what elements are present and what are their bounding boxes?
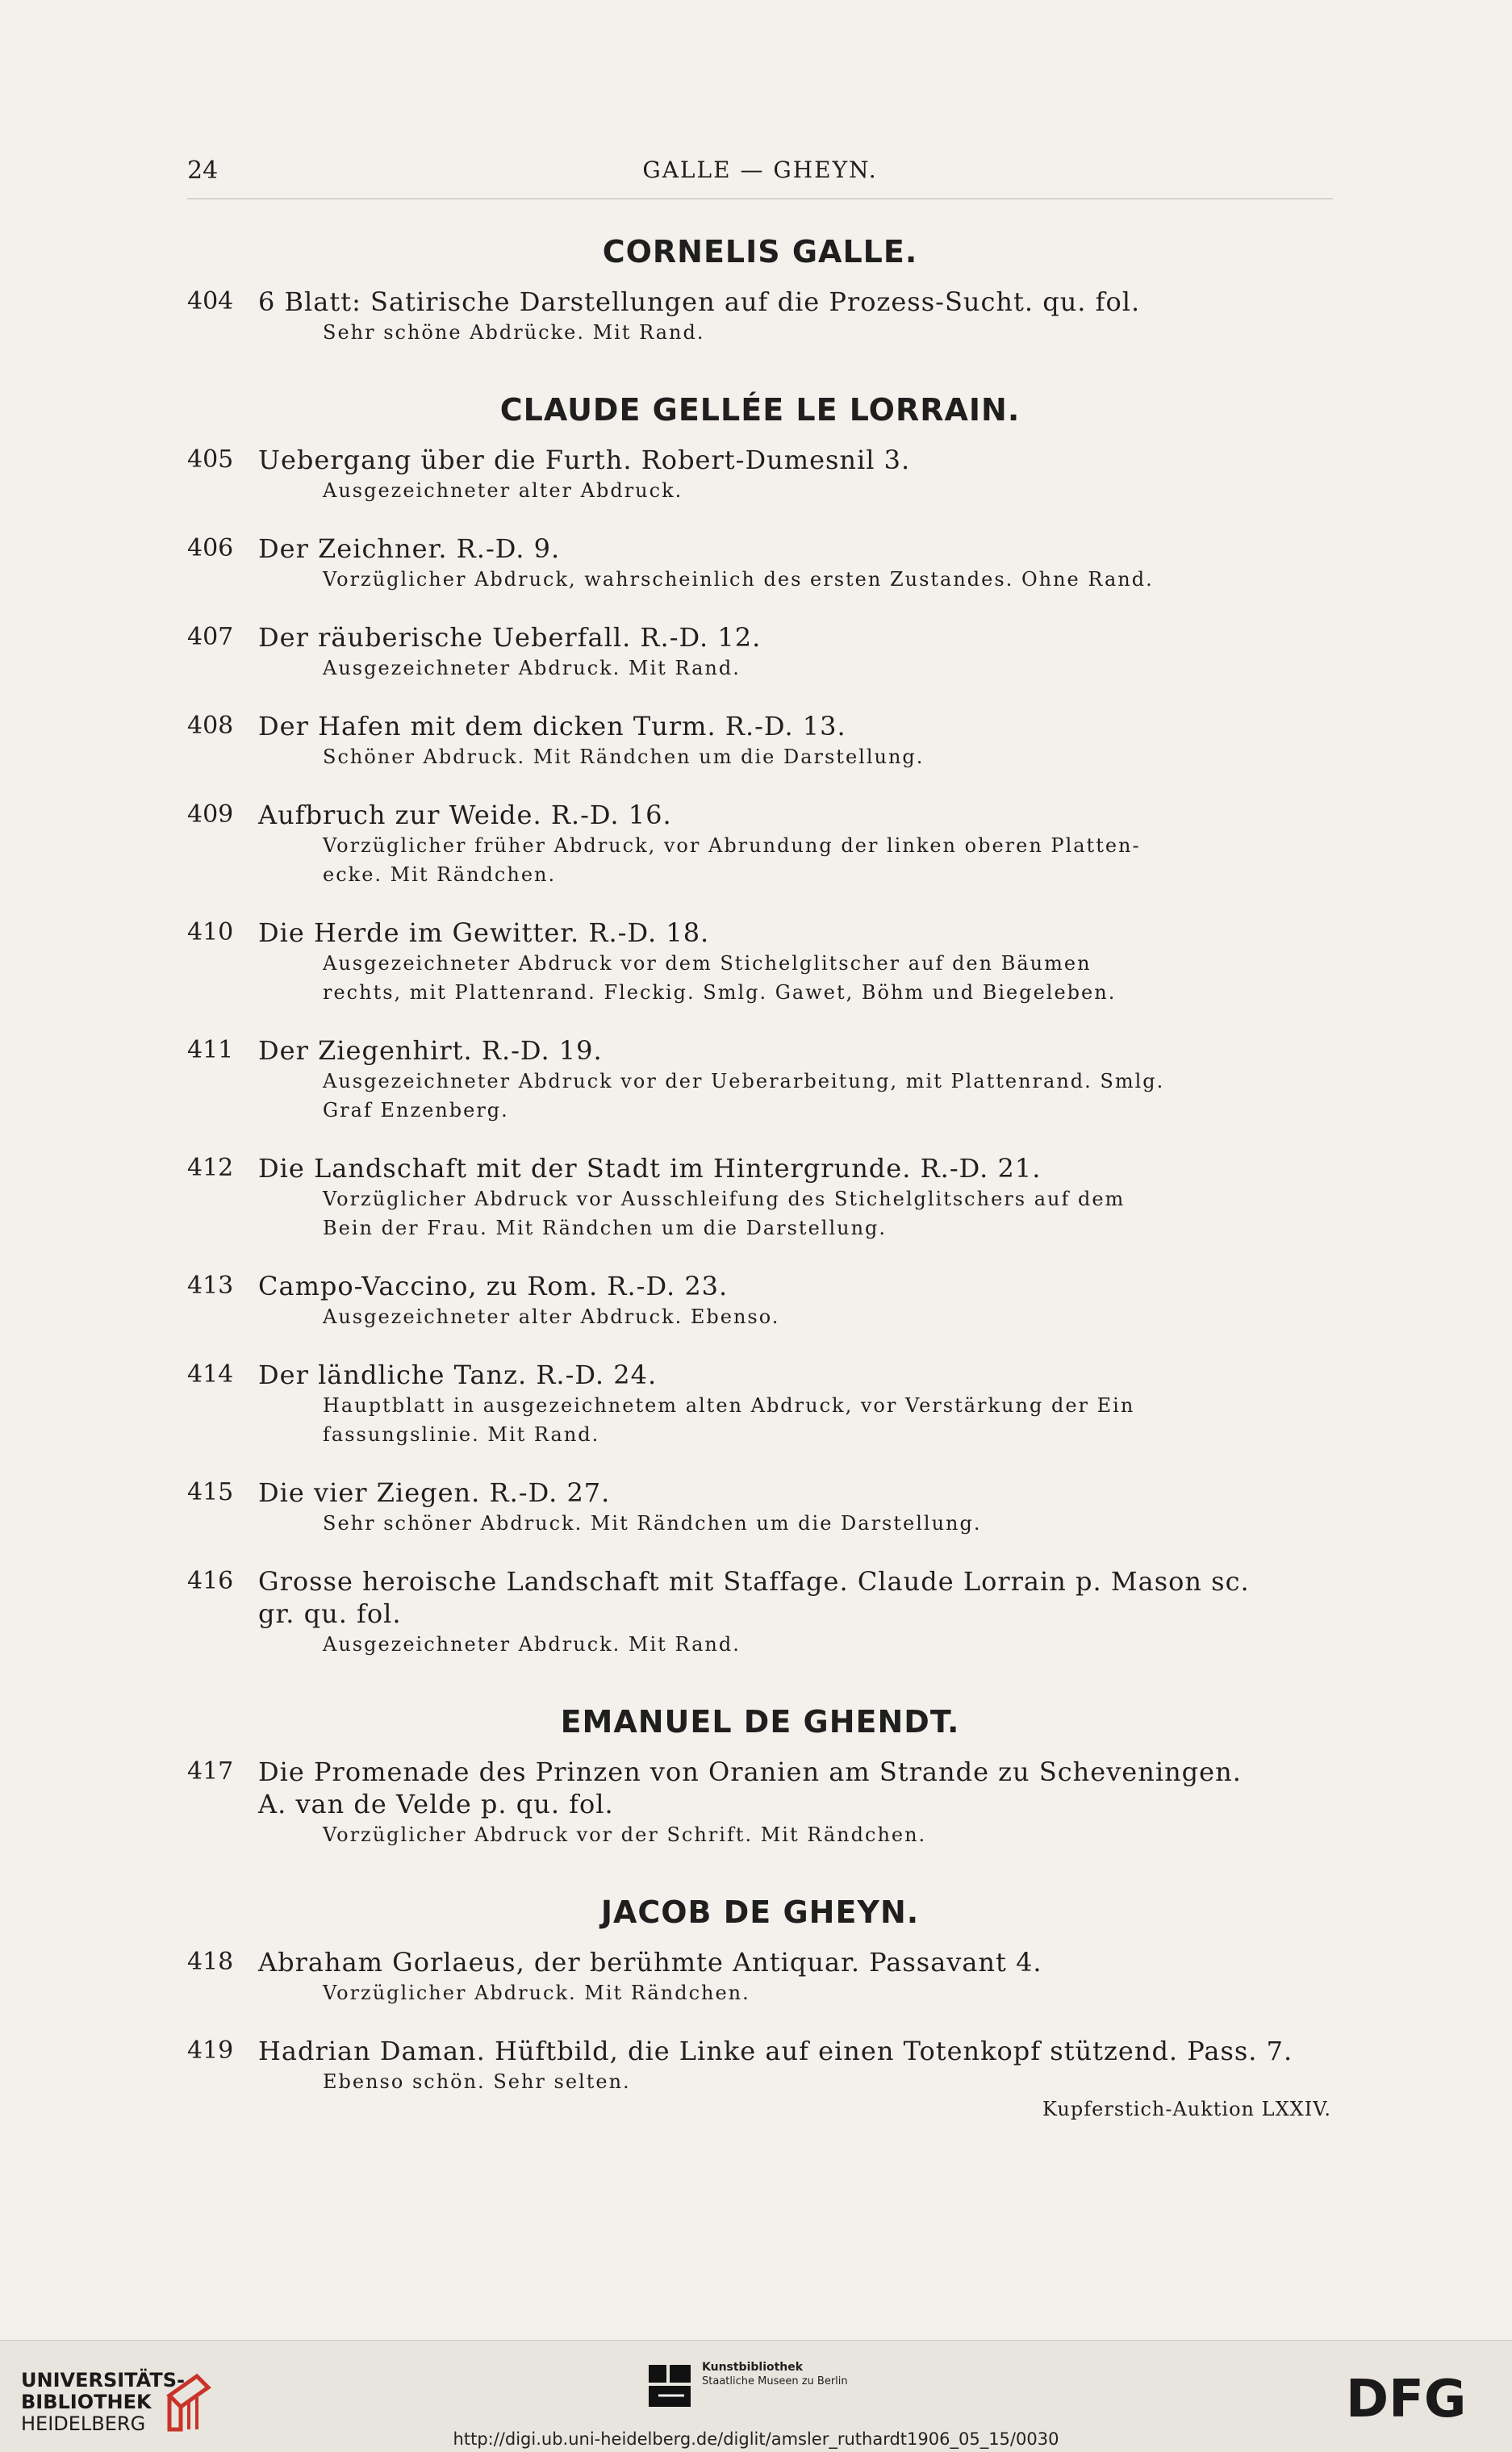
entry-title: 6 Blatt: Satirische Darstellungen auf die Prozess-Sucht. qu. fol. <box>258 286 1141 317</box>
entry-title: Der räuberische Ueberfall. R.-D. 12. <box>258 622 762 653</box>
entry-note: rechts, mit Plattenrand. Fleckig. Smlg. Gawet, Böhm und Biegeleben. <box>323 981 1117 1004</box>
entry-body <box>258 1359 1333 1449</box>
lot-number: 418 <box>187 1948 234 1976</box>
ub-logo-line1: UNIVERSITÄTS- <box>21 2369 186 2391</box>
entry-title-continued: gr. qu. fol. <box>258 1598 402 1629</box>
catalog-entry <box>187 1359 1333 1449</box>
entry-body <box>258 1034 1333 1125</box>
kb-line2: Staatliche Museen zu Berlin <box>702 2375 848 2387</box>
entry-title: Aufbruch zur Weide. R.-D. 16. <box>258 800 672 830</box>
catalog-entry <box>187 286 1333 347</box>
entry-note: Vorzüglicher früher Abdruck, vor Abrundung der linken oberen Platten- <box>323 834 1141 857</box>
lot-number: 411 <box>187 1036 234 1064</box>
entry-body <box>258 799 1333 889</box>
ub-heidelberg-logo[interactable] <box>21 2370 215 2434</box>
catalog-content <box>187 234 1333 2124</box>
entry-body <box>258 1152 1333 1243</box>
entry-note: Ausgezeichneter Abdruck. Mit Rand. <box>323 1633 741 1656</box>
entry-title: Abraham Gorlaeus, der berühmte Antiquar. Passavant 4. <box>258 1947 1042 1978</box>
lot-number: 404 <box>187 287 234 315</box>
lot-number: 407 <box>187 623 234 651</box>
entry-note: Sehr schöner Abdruck. Mit Rändchen um die Darstellung. <box>323 1512 982 1535</box>
entry-body <box>258 533 1333 594</box>
entry-note: Ausgezeichneter Abdruck vor dem Stichelglitscher auf den Bäumen <box>323 952 1092 975</box>
catalog-entry <box>187 799 1333 889</box>
entry-note: Ausgezeichneter Abdruck. Mit Rand. <box>323 657 741 679</box>
lot-number: 416 <box>187 1567 234 1595</box>
catalog-entry <box>187 1477 1333 1538</box>
lot-number: 412 <box>187 1154 234 1182</box>
entry-body <box>258 1477 1333 1538</box>
catalog-entry <box>187 1152 1333 1243</box>
lot-number: 405 <box>187 445 234 474</box>
lot-number: 410 <box>187 918 234 946</box>
entry-note: Sehr schöne Abdrücke. Mit Rand. <box>323 321 705 344</box>
lot-number: 408 <box>187 712 234 740</box>
entry-body <box>258 710 1333 771</box>
entry-note: ecke. Mit Rändchen. <box>323 863 557 886</box>
entry-title: Die Promenade des Prinzen von Oranien am Strande zu Scheveningen. <box>258 1757 1242 1787</box>
entry-note: Ausgezeichneter alter Abdruck. <box>323 479 683 502</box>
catalog-entry <box>187 1565 1333 1659</box>
lot-number: 419 <box>187 2036 234 2065</box>
kunstbibliothek-logo[interactable] <box>647 2358 873 2415</box>
ub-logo-line2: BIBLIOTHEK <box>21 2391 152 2413</box>
artist-heading: CLAUDE GELLÉE LE LORRAIN. <box>499 392 1021 428</box>
catalog-entry <box>187 1270 1333 1331</box>
dfg-logo[interactable] <box>1346 2370 1491 2426</box>
catalog-entry <box>187 533 1333 594</box>
catalog-entry <box>187 2035 1333 2096</box>
entry-note: Hauptblatt in ausgezeichnetem alten Abdruck, vor Verstärkung der Ein <box>323 1394 1135 1417</box>
entry-title: Die Herde im Gewitter. R.-D. 18. <box>258 917 710 948</box>
artist-heading: CORNELIS GALLE. <box>602 234 918 269</box>
entry-title: Die Landschaft mit der Stadt im Hintergrunde. R.-D. 21. <box>258 1153 1042 1184</box>
artist-heading: EMANUEL DE GHENDT. <box>560 1704 960 1740</box>
kb-line1: Kunstbibliothek <box>702 2361 804 2374</box>
signature-line: Kupferstich-Auktion LXXIV. <box>1042 2098 1331 2120</box>
catalog-entry <box>187 621 1333 683</box>
page-number: 24 <box>187 157 219 185</box>
catalog-entry <box>187 710 1333 771</box>
catalog-entry <box>187 1946 1333 2007</box>
entry-body <box>258 621 1333 683</box>
running-title: GALLE — GHEYN. <box>642 157 878 183</box>
dfg-logo-text: DFG <box>1346 2370 1467 2426</box>
ub-logo-line3: HEIDELBERG <box>21 2412 146 2435</box>
entry-note: Ausgezeichneter alter Abdruck. Ebenso. <box>323 1305 780 1328</box>
entry-title: Uebergang über die Furth. Robert-Dumesnil 3. <box>258 445 911 475</box>
entry-body <box>258 1946 1333 2007</box>
entry-title: Hadrian Daman. Hüftbild, die Linke auf einen Totenkopf stützend. Pass. 7. <box>258 2036 1293 2066</box>
entry-body <box>258 1270 1333 1331</box>
ub-book-icon <box>165 2373 211 2433</box>
entry-title: Der Zeichner. R.-D. 9. <box>258 533 561 564</box>
entry-title: Der Ziegenhirt. R.-D. 19. <box>258 1035 603 1066</box>
entry-note: Ausgezeichneter Abdruck vor der Ueberarbeitung, mit Plattenrand. Smlg. <box>323 1070 1165 1092</box>
entry-note: Vorzüglicher Abdruck. Mit Rändchen. <box>323 1982 750 2004</box>
entry-title: Die vier Ziegen. R.-D. 27. <box>258 1477 611 1508</box>
catalog-entry <box>187 1034 1333 1125</box>
catalog-entry <box>187 444 1333 505</box>
entry-body <box>258 2035 1333 2096</box>
lot-number: 417 <box>187 1757 234 1786</box>
entry-title: Der Hafen mit dem dicken Turm. R.-D. 13. <box>258 711 846 741</box>
entry-note: Vorzüglicher Abdruck, wahrscheinlich des ersten Zustandes. Ohne Rand. <box>323 568 1154 591</box>
catalog-entry <box>187 917 1333 1007</box>
lot-number: 413 <box>187 1272 234 1300</box>
entry-body <box>258 1565 1333 1659</box>
entry-body <box>258 917 1333 1007</box>
entry-note: Schöner Abdruck. Mit Rändchen um die Darstellung. <box>323 746 925 768</box>
lot-number: 409 <box>187 800 234 829</box>
entry-note: Bein der Frau. Mit Rändchen um die Darstellung. <box>323 1217 888 1239</box>
entry-note: Vorzüglicher Abdruck vor Ausschleifung des Stichelglitschers auf dem <box>323 1188 1126 1210</box>
entry-note: fassungslinie. Mit Rand. <box>323 1423 600 1446</box>
permalink-url[interactable]: http://digi.ub.uni-heidelberg.de/diglit/amsler_ruthardt1906_05_15/0030 <box>453 2429 1059 2449</box>
footer-bar <box>0 2340 1512 2452</box>
entry-note: Graf Enzenberg. <box>323 1099 509 1122</box>
entry-title-continued: A. van de Velde p. qu. fol. <box>258 1789 614 1819</box>
entry-note: Vorzüglicher Abdruck vor der Schrift. Mit Rändchen. <box>323 1823 927 1846</box>
catalog-entry <box>187 1756 1333 1849</box>
entry-body <box>258 444 1333 505</box>
entry-title: Der ländliche Tanz. R.-D. 24. <box>258 1360 658 1390</box>
page-header <box>187 157 1333 199</box>
entry-title: Grosse heroische Landschaft mit Staffage. Claude Lorrain p. Mason sc. <box>258 1566 1250 1597</box>
kunstbibliothek-icon <box>647 2363 692 2408</box>
lot-number: 414 <box>187 1360 234 1389</box>
entry-body <box>258 1756 1333 1849</box>
entry-note: Ebenso schön. Sehr selten. <box>323 2070 631 2093</box>
entry-title: Campo-Vaccino, zu Rom. R.-D. 23. <box>258 1271 729 1301</box>
entry-body <box>258 286 1333 347</box>
lot-number: 406 <box>187 534 234 562</box>
lot-number: 415 <box>187 1478 234 1506</box>
artist-heading: JACOB DE GHEYN. <box>600 1894 920 1930</box>
